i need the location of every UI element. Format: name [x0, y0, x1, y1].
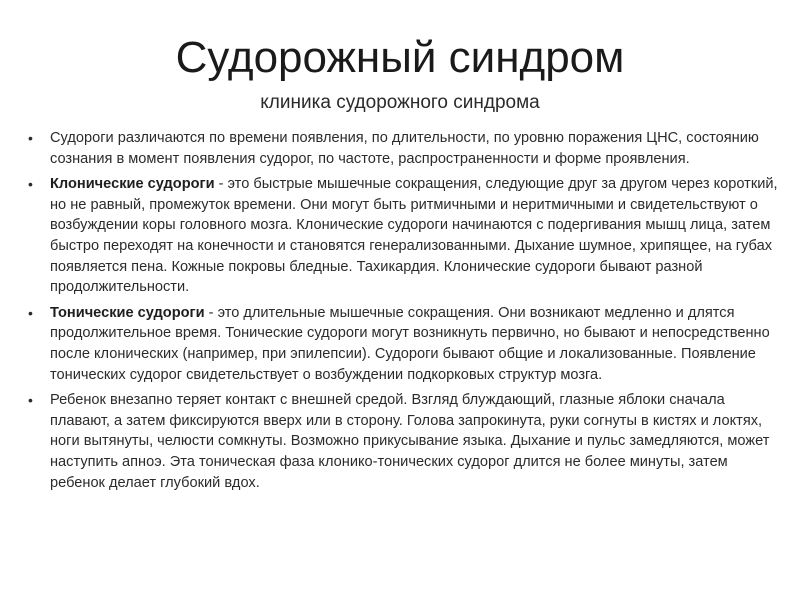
bullet-text: Судороги различаются по времени появления, по длительности, по уровню поражения ЦНС, состоянию сознания в момент появления судорог, по частоте, распространенности и форме проявления. — [50, 130, 759, 167]
slide-title: Судорожный синдром — [175, 33, 625, 82]
bullet-marker: • — [28, 176, 33, 193]
slide-subtitle: клиника судорожного синдрома — [260, 92, 540, 113]
bullet-text: Ребенок внезапно теряет контакт с внешней средой. Взгляд блуждающий, глазные яблоки сначала плавают, а затем фиксируются вверх или в сторону. Голова запрокинута, руки согнуты в кистях и локтях, ноги вытянуты, челюсти сомкнуты. Возможно прикусывание языка. Дыхание и пульс замедляются, может наступить апноэ. Эта тоническая фаза клонико-тонических судорог длится не более минуты, затем ребенок делает глубокий вдох. — [50, 392, 770, 491]
bullet-item — [28, 174, 780, 298]
bullet-marker: • — [28, 304, 33, 321]
bullet-marker: • — [28, 392, 33, 409]
bullet-text: - это длительные мышечные сокращения. Они возникают медленно и длятся продолжительное время. Тонические судороги могут возникнуть первично, но бывают и непосредственно после клонических (например, при эпилепсии). Судороги бывают общие и локализованные. Появление тонических судорог свидетельствует о возбуждении подкорковых структур мозга. — [50, 304, 770, 383]
bullet-marker: • — [28, 130, 33, 146]
bullet-item — [28, 390, 780, 493]
bullet-item — [28, 303, 780, 385]
bullet-list — [28, 128, 780, 498]
bullet-term: Тонические судороги — [50, 304, 205, 321]
bullet-text: - это быстрые мышечные сокращения, следующие друг за другом через короткий, но не равный, промежуток времени. Они могут быть ритмичными и неритмичными и свидетельствуют о возбуждении коры головного мозга. Клонические судороги начинаются с подергивания мышц лица, затем быстро переходят на конечности и становятся генерализованными. Дыхание шумное, хрипящее, на губах появляется пена. Кожные покровы бледные. Тахикардия. Клонические судороги бывают разной продолжительности. — [50, 176, 778, 296]
bullet-item — [28, 128, 780, 169]
bullet-term: Клонические судороги — [50, 176, 215, 193]
